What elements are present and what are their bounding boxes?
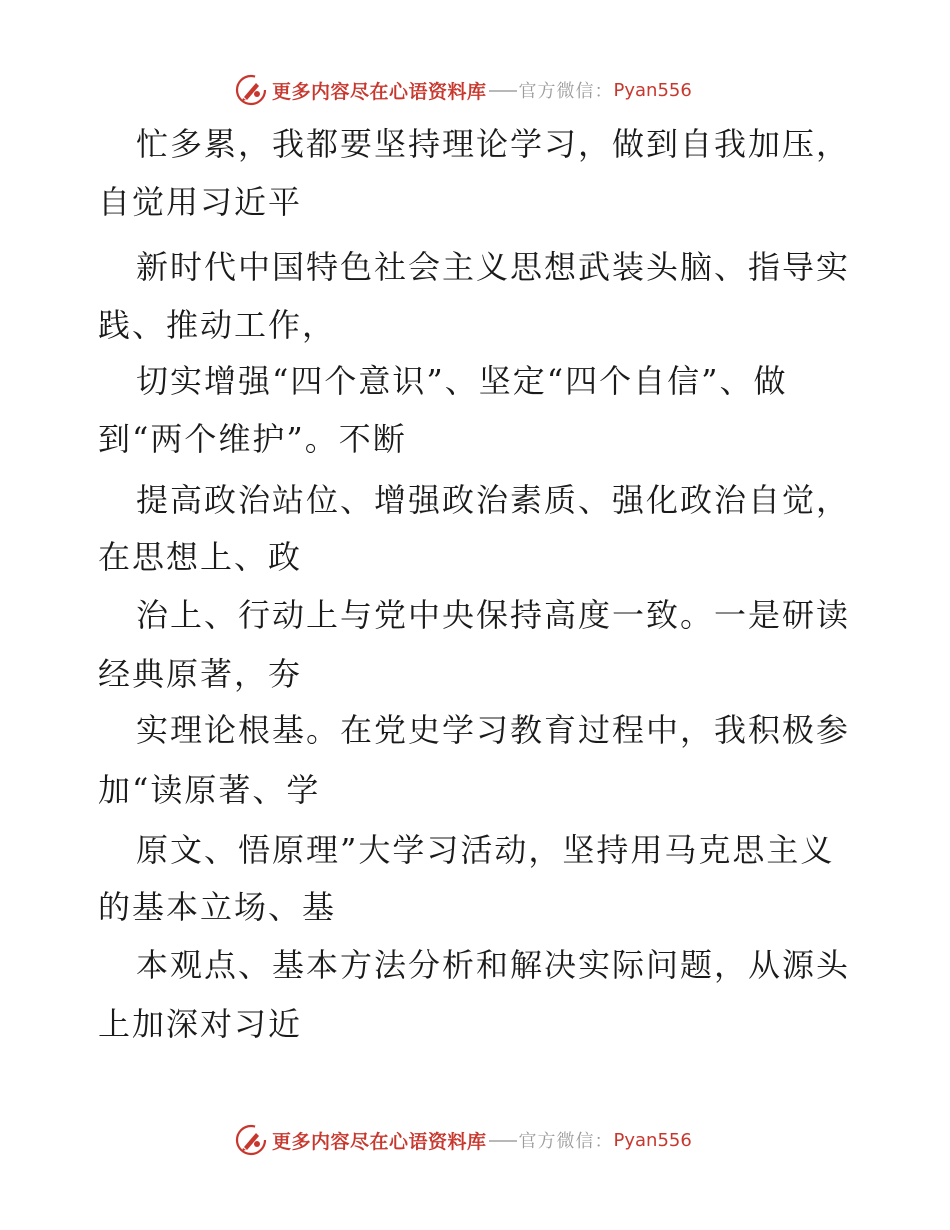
header-banner — [0, 70, 950, 110]
pen-logo-icon — [234, 73, 268, 107]
body-line: 的基本立场、基 — [98, 888, 337, 926]
banner-title: 更多内容尽在心语资料库 — [272, 80, 487, 103]
body-line: 治上、行动上与党中央保持高度一致。一是研读 — [136, 596, 851, 634]
body-line: 在思想上、政 — [98, 538, 303, 576]
banner-wechat-label: 官方微信： — [518, 81, 614, 102]
body-line: 提高政治站位、增强政治素质、强化政治自觉， — [136, 481, 851, 519]
body-line: 忙多累，我都要坚持理论学习，做到自我加压， — [136, 125, 851, 163]
banner-wechat-id: Pyan556 — [613, 1129, 692, 1151]
banner-divider — [489, 90, 517, 92]
body-line: 实理论根基。在党史学习教育过程中，我积极参 — [136, 711, 851, 749]
body-line: 本观点、基本方法分析和解决实际问题，从源头 — [136, 946, 851, 984]
body-line: 新时代中国特色社会主义思想武装头脑、指导实 — [136, 248, 851, 286]
body-line: 到“两个维护”。不断 — [98, 420, 407, 458]
banner-divider — [489, 1140, 517, 1142]
body-line: 切实增强“四个意识”、坚定“四个自信”、做 — [136, 362, 788, 400]
banner-wechat-label: 官方微信： — [518, 1131, 614, 1152]
body-line: 经典原著，夯 — [98, 655, 303, 693]
body-line: 上加深对习近 — [98, 1005, 303, 1043]
body-line: 自觉用习近平 — [98, 183, 303, 221]
pen-logo-icon — [234, 1123, 268, 1157]
banner-wechat-id: Pyan556 — [613, 79, 692, 101]
banner-title: 更多内容尽在心语资料库 — [272, 1130, 487, 1153]
body-line: 加“读原著、学 — [98, 771, 321, 809]
body-line: 践、推动工作， — [98, 306, 337, 344]
body-line: 原文、悟原理”大学习活动，坚持用马克思主义 — [136, 831, 835, 869]
footer-banner — [0, 1120, 950, 1160]
